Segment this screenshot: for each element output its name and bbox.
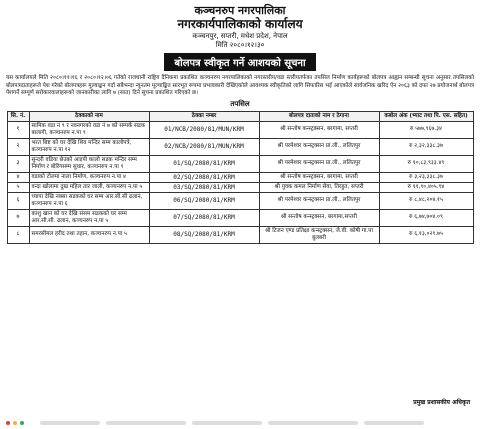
row-amount: रु १०,८३,९३३.४९ bbox=[379, 155, 473, 172]
table-row bbox=[7, 138, 473, 155]
row-contract-name: वडाको टोलमा नाला निर्माण, कञ्चनरुप न.पा ४ bbox=[29, 172, 149, 182]
row-bidder: श्री टिजन एण्ड प्रतिक्षा कन्स्ट्रक्सन, जे.वी. कोषी गा.पा बुलबरी bbox=[259, 226, 379, 243]
bar-segment bbox=[106, 421, 186, 425]
table-row bbox=[7, 209, 473, 226]
bar-segment bbox=[364, 421, 424, 425]
col-bidder: बोलपत्र दाताको नाम र ठेगाना bbox=[259, 111, 379, 121]
row-amount: रु ११,९०,४०५.९४ bbox=[379, 182, 473, 192]
notice-body: यस कार्यालयले मिति २०८०।११।१६ र २०८०।१२।०६ गतेको राजधानी राष्ट्रिय दैनिकमा प्रकाशित कञ्चनरुप नगरपालिकाको नगरस्तरीय/वडा स्तरीयतर्फका तपसिल निर्माण कार्यहरूको बोलपत्र आह्वान सम्बन्धी सूचना अनुसार तपसिलको बोलपत्रदाताहरूले पेश गरेको बोलपत्रहरू मूल्याङ्कन गर्दा सबैभन्दा न्यूनतम मूल्याङ्कित सारभूत रूपमा प्रभावकारी देखिएकोले आवश्यक स्वीकृतिको लागि सिफारिस भई आएकोले सार्वजनिक खरिद ऐन २०६३ को दफा २७ प्रयोजनार्थ बोलपत्र पेशगर्ने सम्पूर्ण सरोकारवालाहरूको जानकारीका लागि ७ (सात) दिने सूचना प्रकाशित गरिएको छ। bbox=[6, 75, 474, 97]
row-bidder: श्री सन्तोष कन्स्ट्रक्सन, बरगामा, सप्तरी bbox=[259, 121, 379, 138]
row-sn: १ bbox=[7, 121, 29, 138]
row-amount: रु ५७७,९६७.३४ bbox=[379, 121, 473, 138]
row-amount: रु २,३२,३३८.३७ bbox=[379, 138, 473, 155]
row-amount: रु ६,७४,७०४.०९ bbox=[379, 209, 473, 226]
col-contract-name: ठेक्काको नाम bbox=[29, 111, 149, 121]
row-contract-name: समरसीमल हरीद तथा तहान, कञ्चनरुप न.पा ५ bbox=[29, 226, 149, 243]
table-row bbox=[7, 182, 473, 192]
row-amount: रु ८,४८,२०४.१५ bbox=[379, 192, 473, 209]
row-sn: ३ bbox=[7, 155, 29, 172]
bar-segment bbox=[268, 421, 358, 425]
row-bidder: श्री परमेश्वर कन्स्ट्रक्सन प्रा.ली., ललितपुर bbox=[259, 155, 379, 172]
row-contract-name: सामिक वडा नं ९ र नवनगरको वडा नं ७ को सम्पर्क सडक बालागी, कञ्चनरुप न.पा ९ bbox=[29, 121, 149, 138]
row-sn: ७ bbox=[7, 209, 29, 226]
schedule-title: तपसिल bbox=[230, 99, 250, 108]
yellow-dot bbox=[13, 421, 17, 425]
row-amount: रु ६,१३,०२९.७५ bbox=[379, 226, 473, 243]
row-bidder: श्री परमेश्वर कन्स्ट्रक्सन प्रा.ली., ललितपुर bbox=[259, 138, 379, 155]
row-bidder: श्री सन्तोष कन्स्ट्रक्सन, बरगामा, सप्तरी bbox=[259, 172, 379, 182]
row-contract-no: 01/SQ/2080/81/KRM bbox=[149, 155, 259, 172]
col-sn: सि. नं. bbox=[7, 111, 29, 121]
row-contract-name: सुन्दरी वडिया छेउको आइपी कालो सडक मन्दिर सम्म निर्माण र बोरिंगसम्म सुधार, कञ्चनरुप न.पा ९ bbox=[29, 155, 149, 172]
notice-title: बोलपत्र स्वीकृत गर्ने आशयको सूचना bbox=[164, 53, 315, 71]
row-contract-no: 03/SQ/2080/81/KRM bbox=[149, 182, 259, 192]
municipality-name: कञ्चनरुप नगरपालिका bbox=[194, 4, 286, 17]
red-dot bbox=[6, 421, 10, 425]
row-sn: ६ bbox=[7, 192, 29, 209]
row-contract-name: काशु खान को घर देखि संसम सडकको घर सम्म आर.सी.सी. ढलान, कञ्चनरुप न.पा ५ bbox=[29, 209, 149, 226]
office-name: नगरकार्यपालिकाको कार्यालय bbox=[177, 17, 303, 31]
row-contract-name: भरत बिष्ट को घर देखि शिव मन्दिर सम्म कालोपत्रे, कञ्चनरुप न.पा १२ bbox=[29, 138, 149, 155]
row-bidder: श्री परमेश्वर कन्स्ट्रक्सन प्रा.ली., ललितपुर bbox=[259, 192, 379, 209]
col-contract-no: ठेक्का नम्बर bbox=[149, 111, 259, 121]
row-sn: २ bbox=[7, 138, 29, 155]
row-sn: ५ bbox=[7, 182, 29, 192]
signature-line: प्रमुख प्रशासकीय अधिकृत bbox=[413, 399, 470, 406]
bar-segment bbox=[40, 421, 100, 425]
row-contract-name: वन्दा खोलामा दुख महिल तार जाली, कञ्चनरुप न.पा ५ bbox=[29, 182, 149, 192]
col-amount: कबोल अंक (भ्याट तथा पि. एस. सहित) bbox=[379, 111, 473, 121]
row-contract-no: 02/NCB/2080/81/MUN/KRM bbox=[149, 138, 259, 155]
row-sn: ४ bbox=[7, 172, 29, 182]
bid-table bbox=[7, 111, 474, 244]
table-row bbox=[7, 121, 473, 138]
green-dot bbox=[20, 421, 24, 425]
row-contract-name: च्यापा देखि नक्सा सडकको घर सम्म आर.सी.सी ढलान, कञ्चनरुप न.पा ६ bbox=[29, 192, 149, 209]
bottom-strip bbox=[0, 418, 480, 429]
notice-header bbox=[0, 4, 480, 71]
table-row bbox=[7, 155, 473, 172]
table-row bbox=[7, 192, 473, 209]
row-contract-no: 07/SQ/2080/81/KRM bbox=[149, 209, 259, 226]
bar-segment bbox=[192, 421, 262, 425]
table-header-row bbox=[7, 111, 473, 121]
office-address: कञ्चनपुर, सप्तरी, मधेश प्रदेश, नेपाल bbox=[192, 32, 288, 40]
row-contract-no: 08/SQ/2080/81/KRM bbox=[149, 226, 259, 243]
row-contract-no: 02/SQ/2080/81/KRM bbox=[149, 172, 259, 182]
row-bidder: श्री सन्तोष कन्स्ट्रक्सन, बरगामा,सप्तरी bbox=[259, 209, 379, 226]
notice-page bbox=[0, 4, 480, 429]
row-contract-no: 06/SQ/2080/81/KRM bbox=[149, 192, 259, 209]
table-row bbox=[7, 172, 473, 182]
notice-date: मिति २०८०।१२।३० bbox=[215, 41, 265, 49]
row-bidder: श्री युवक कमल निर्माण सेवा, तिरहुत, सप्तरी bbox=[259, 182, 379, 192]
row-contract-no: 01/NCB/2080/81/MUN/KRM bbox=[149, 121, 259, 138]
row-amount: रु ३,२३,३३८.३७ bbox=[379, 172, 473, 182]
table-row bbox=[7, 226, 473, 243]
row-sn: ८ bbox=[7, 226, 29, 243]
